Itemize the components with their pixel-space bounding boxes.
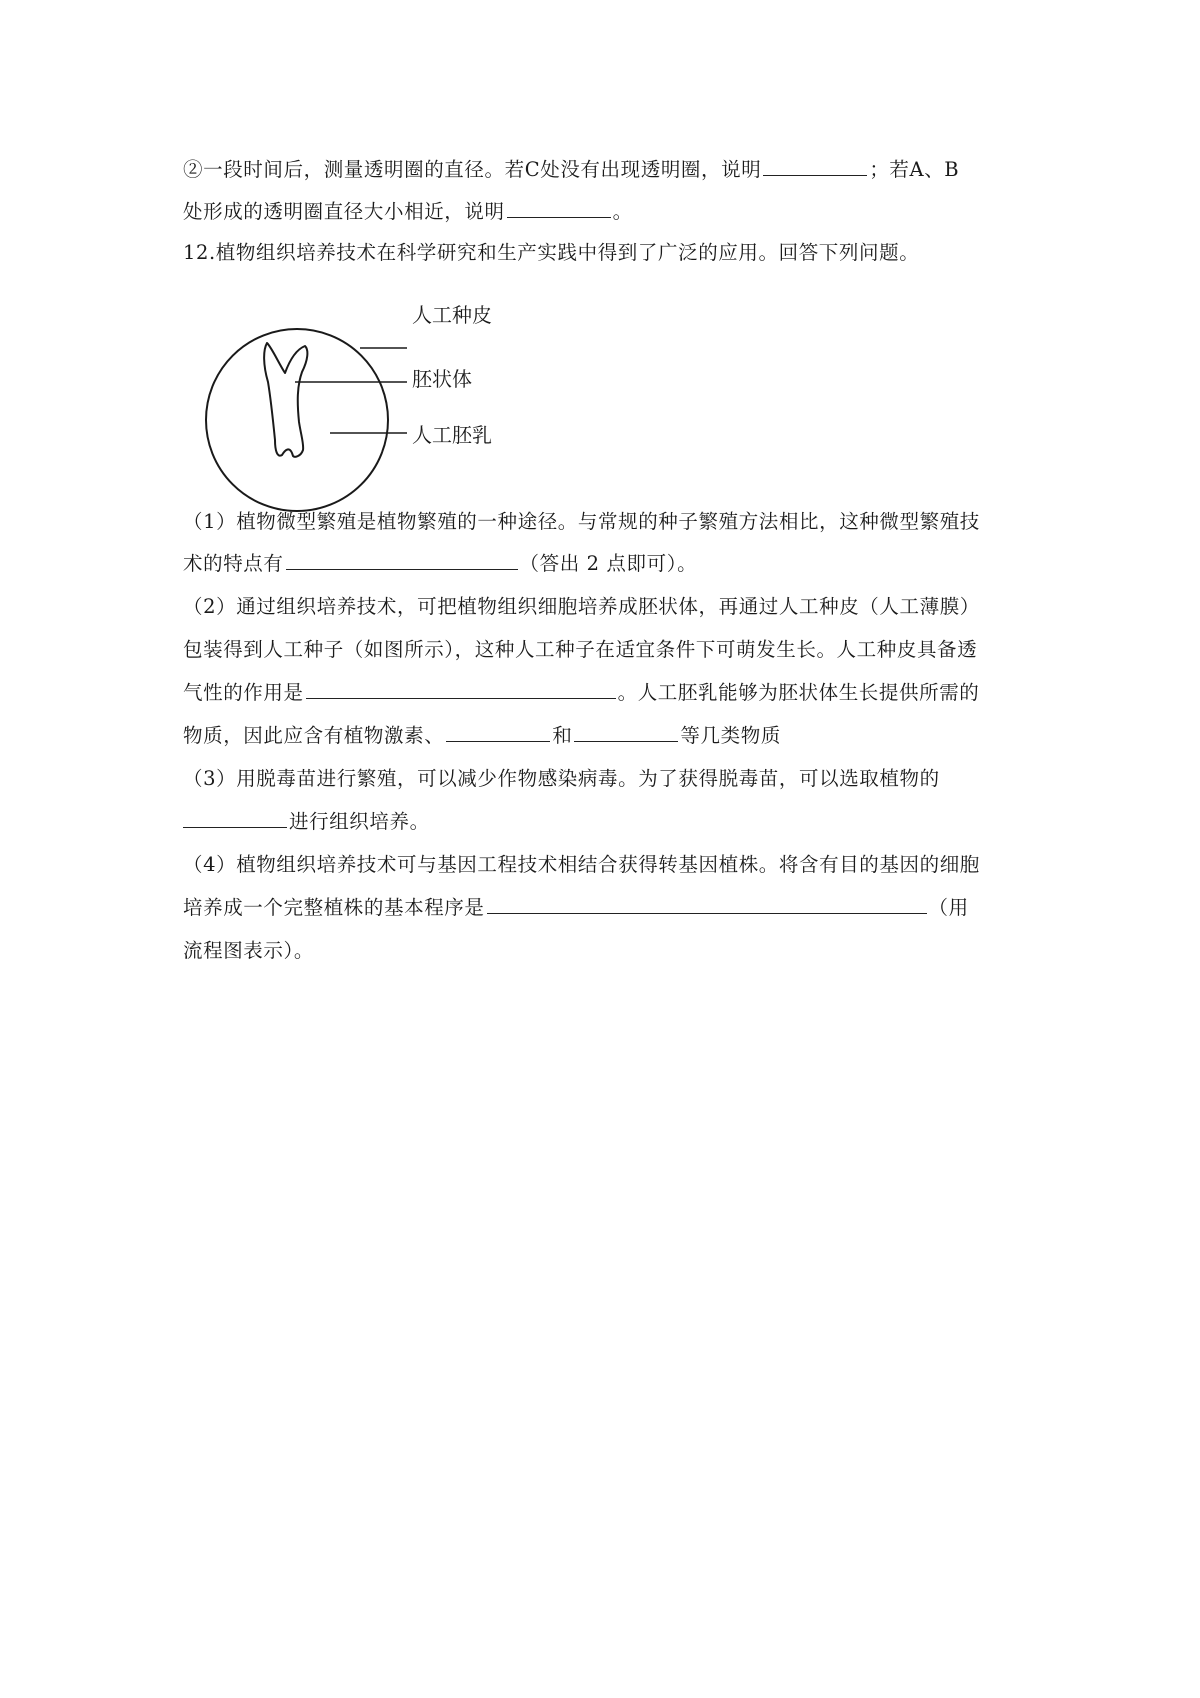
q12-p3-line-2: [183, 807, 430, 837]
q12-p2-text-4c: 等几类物质: [680, 724, 781, 747]
answer-blank[interactable]: [306, 679, 616, 699]
q12-p2-text-3a: 气性的作用是: [183, 681, 304, 704]
q12-p2-line-3: [183, 678, 979, 708]
q12-p4-line-1: （4）植物组织培养技术可与基因工程技术相结合获得转基因植株。将含有目的基因的细胞: [183, 853, 980, 876]
q11-text-1b: ；若A、B: [869, 158, 960, 181]
q12-p2-text-4b: 和: [552, 724, 573, 747]
q12-p3-text-2: 进行组织培养。: [289, 810, 430, 833]
answer-blank[interactable]: [763, 156, 867, 176]
q12-p2-text-4a: 物质，因此应含有植物激素、: [183, 724, 445, 747]
q12-p4-line-3: 流程图表示）。: [183, 939, 314, 962]
q12-p2-line-1: （2）通过组织培养技术，可把植物组织细胞培养成胚状体，再通过人工种皮（人工薄膜）: [183, 595, 980, 618]
label-embryoid: 胚状体: [412, 367, 472, 391]
answer-blank[interactable]: [487, 894, 927, 914]
answer-blank[interactable]: [507, 198, 611, 218]
q11-text-1a: ②一段时间后，测量透明圈的直径。若C处没有出现透明圈，说明: [183, 158, 762, 181]
q12-p4-text-2a: 培养成一个完整植株的基本程序是: [183, 896, 485, 919]
q11-text-2b: 。: [612, 200, 633, 223]
q12-stem: 12.植物组织培养技术在科学研究和生产实践中得到了广泛的应用。回答下列问题。: [183, 241, 920, 264]
q12-p4-line-2: [183, 893, 969, 923]
q12-p1-text-2a: 术的特点有: [183, 552, 284, 575]
q11-line-1: [183, 155, 959, 185]
answer-blank[interactable]: [574, 722, 678, 742]
q11-text-2a: 处形成的透明圈直径大小相近，说明: [183, 200, 505, 223]
q12-p3-line-1: （3）用脱毒苗进行繁殖，可以减少作物感染病毒。为了获得脱毒苗，可以选取植物的: [183, 767, 940, 790]
q12-p4-text-2b: （用: [928, 896, 969, 919]
answer-blank[interactable]: [183, 808, 287, 828]
label-seed-coat: 人工种皮: [412, 303, 492, 327]
artificial-seed-figure: [205, 303, 535, 530]
q12-p2-line-2: 包装得到人工种子（如图所示），这种人工种子在适宜条件下可萌发生长。人工种皮具备透: [183, 638, 978, 661]
q11-line-2: [183, 197, 633, 227]
answer-blank[interactable]: [446, 722, 550, 742]
q12-p1-line-1: （1）植物微型繁殖是植物繁殖的一种途径。与常规的种子繁殖方法相比，这种微型繁殖技: [183, 510, 980, 533]
embryoid-shape: [264, 343, 307, 457]
seed-coat-circle: [206, 329, 388, 511]
artificial-seed-diagram: [205, 310, 535, 530]
q12-p1-text-2b: （答出 2 点即可）。: [519, 552, 698, 575]
label-endosperm: 人工胚乳: [412, 423, 492, 447]
q12-p1-line-2: [183, 549, 697, 579]
q12-p2-text-3b: 。人工胚乳能够为胚状体生长提供所需的: [617, 681, 980, 704]
q12-p2-line-4: [183, 721, 781, 751]
answer-blank[interactable]: [286, 550, 518, 570]
